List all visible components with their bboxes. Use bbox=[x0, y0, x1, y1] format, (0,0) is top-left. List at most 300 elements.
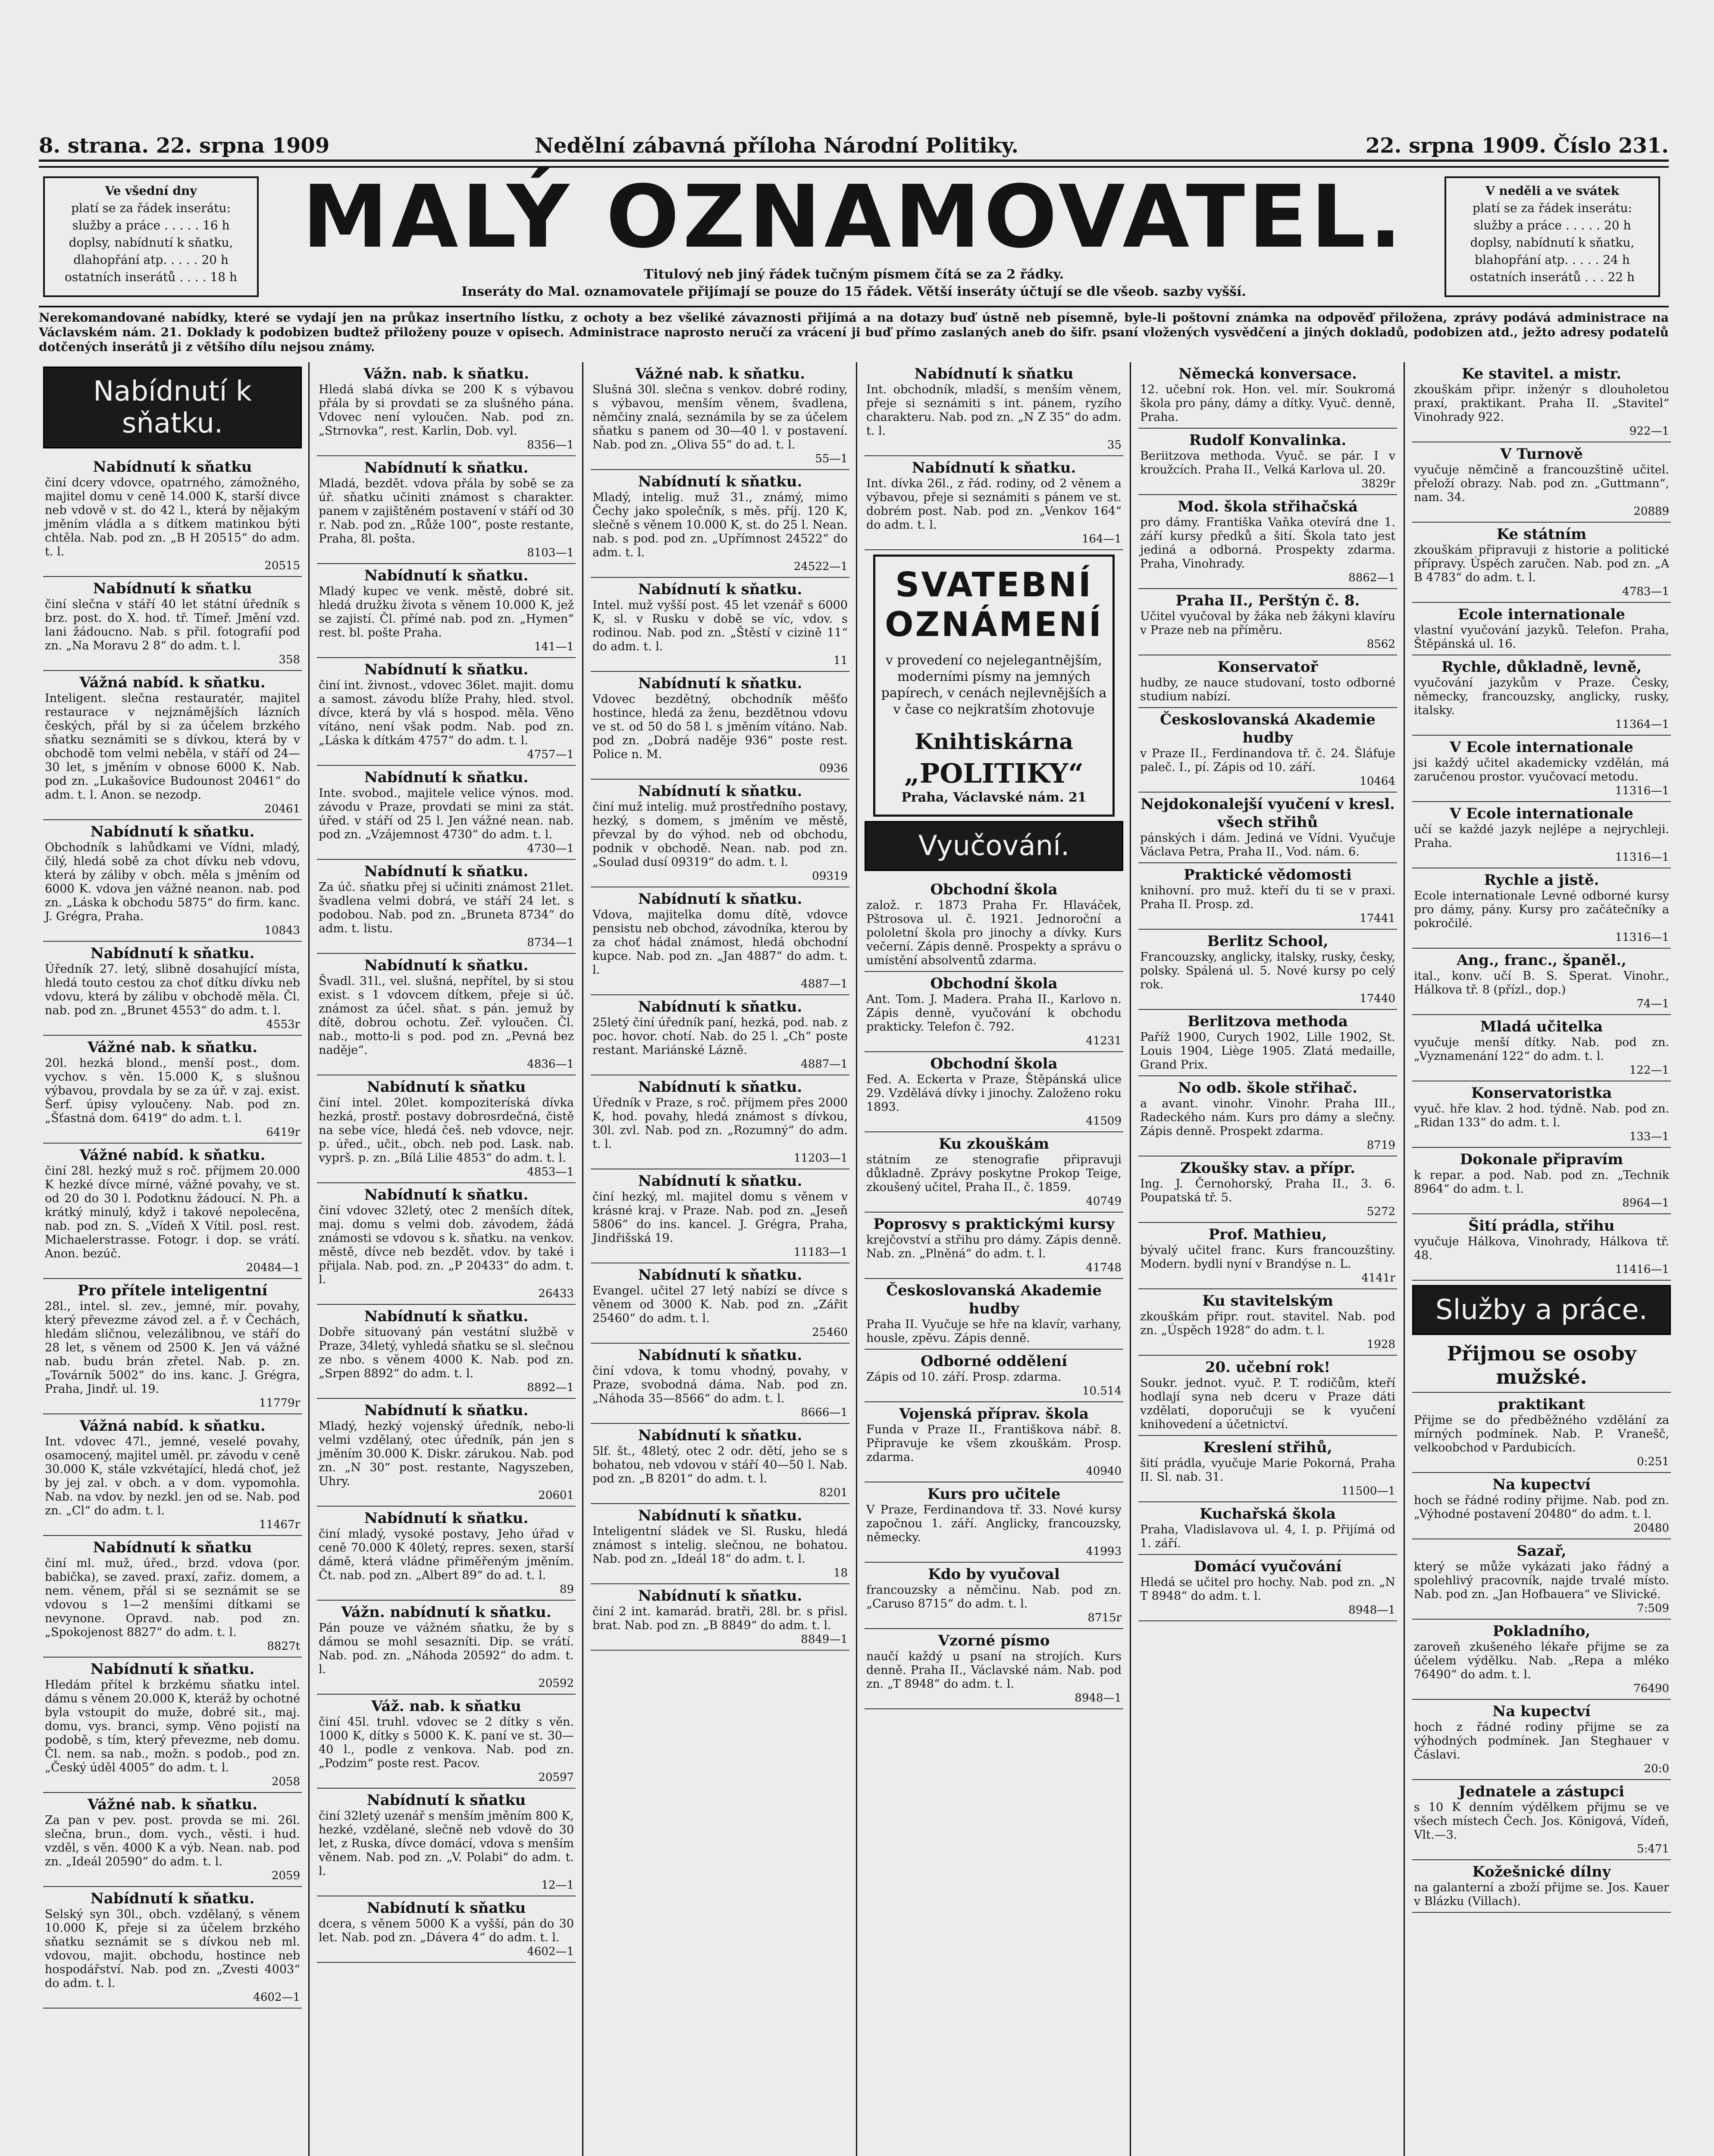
section-banner-marriage: Nabídnutí k sňatku. bbox=[43, 367, 302, 448]
ad-heading: Mladá učitelka bbox=[1480, 1018, 1603, 1035]
ad-heading: Berlitz School, bbox=[1207, 933, 1329, 950]
ad-heading: Ke státním bbox=[1496, 526, 1587, 543]
ad-heading: Obchodní škola bbox=[930, 881, 1058, 898]
ad-heading: Berlitzova methoda bbox=[1188, 1013, 1348, 1030]
classified-ad bbox=[865, 878, 1123, 972]
ad-body: krejčovství a střihu pro dámy. Zápis denně. Nab. zn. „Plněná“ do adm. t. l. bbox=[866, 1233, 1122, 1260]
ad-number: 55—1 bbox=[815, 452, 848, 465]
column-6 bbox=[1412, 362, 1671, 2156]
ad-number: 5:471 bbox=[1637, 1843, 1669, 1855]
ad-body: naučí každý u psaní na strojích. Kurs denně. Praha II., Václavské nám. Nab. pod zn. „T 8948“ do adm. t. l. bbox=[866, 1650, 1122, 1691]
classified-ad bbox=[317, 1507, 576, 1601]
classified-ad bbox=[1412, 362, 1671, 442]
ad-number: 89 bbox=[559, 1583, 574, 1596]
ad-heading: Na kupectví bbox=[1492, 1476, 1591, 1493]
ad-body: Praha II. Vyučuje se hře na klavír, varhany, housle, zpěvu. Zápis denně. bbox=[866, 1318, 1122, 1345]
classified-ad bbox=[43, 1536, 302, 1658]
ad-body: v Praze II., Ferdinandova tř. č. 24. Šláfuje paleč. I., pí. Zápis od 10. září. bbox=[1140, 747, 1395, 774]
ad-heading: Ku stavitelským bbox=[1202, 1292, 1333, 1310]
ad-number: 8948—1 bbox=[1348, 1604, 1395, 1617]
classified-ad bbox=[865, 1350, 1123, 1402]
classified-ad bbox=[43, 455, 302, 577]
ad-body: zaroveň zkušeného lékaře přijme se za účelem výdělku. Nab. „Repa a mléko 76490“ do adm. t. l. bbox=[1414, 1640, 1669, 1681]
classified-ad bbox=[1138, 1555, 1397, 1621]
ad-number: 4887—1 bbox=[801, 1058, 848, 1071]
ad-heading: Odborné oddělení bbox=[921, 1353, 1067, 1370]
ad-number: 24522—1 bbox=[793, 560, 848, 573]
ad-body: Paříž 1900, Curych 1902, Lille 1902, St. Louis 1904, Liège 1905. Zlatá medaille, Grand Prix. bbox=[1140, 1031, 1395, 1072]
ad-number: 8103—1 bbox=[527, 546, 574, 559]
ad-body: činí vdova, k tomu vhodný, povahy, v Praze, svobodná dáma. Nab. pod zn. „Náhoda 35—8566“ do adm. t. l. bbox=[592, 1364, 848, 1405]
ad-number: 11316—1 bbox=[1615, 931, 1669, 944]
ad-number: 7:509 bbox=[1637, 1602, 1669, 1615]
ad-body: činí mladý, vysoké postavy, Jeho úřad v ceně 70.000 K 40letý, repres. sexen, starší dámě, která vládne přiměřeným jměním. Čt. nab. pod zn. „Albert 89“ do ad. t. l. bbox=[319, 1527, 574, 1582]
classified-ad bbox=[317, 1305, 576, 1399]
ad-body: Evangel. učitel 27 letý nabízí se dívce s věnem od 3000 K. Nab. pod zn. „Zářit 25460“ do adm. t. l. bbox=[592, 1284, 848, 1325]
ad-number: 17440 bbox=[1360, 992, 1395, 1005]
ad-number: 8862—1 bbox=[1348, 571, 1395, 584]
ad-body: Přijme se do předběžného vzdělání za mírných podmínek. Nab. P. Vranešč, velkoobchod v Pardubicích. bbox=[1414, 1413, 1669, 1454]
ad-heading: Ke stavitel. a mistr. bbox=[1462, 365, 1621, 382]
section-banner-services: Služby a práce. bbox=[1412, 1285, 1671, 1335]
ad-heading: Prof. Mathieu, bbox=[1208, 1226, 1327, 1243]
ad-heading: Kuchařská škola bbox=[1200, 1505, 1336, 1523]
ad-heading: Nabídnutí k sňatku bbox=[367, 1792, 526, 1809]
ad-number: 74—1 bbox=[1636, 997, 1669, 1010]
ad-heading: Nabídnutí k sňatku. bbox=[364, 661, 529, 678]
ad-heading: Nabídnutí k sňatku bbox=[93, 458, 252, 476]
ad-body: dcera, s věnem 5000 K a vyšší, pán do 30 let. Nab. pod zn. „Dávera 4“ do adm. t. l. bbox=[319, 1917, 574, 1944]
ad-body: zkouškám připravuji z historie a politické přípravy. Úspěch zaručen. Nab. pod zn. „A B 4783“ do adm. t. l. bbox=[1414, 543, 1669, 584]
ad-heading: Konservatoristka bbox=[1471, 1084, 1612, 1102]
ad-body: Inteligent. slečna restauratér, majitel restaurace v nejznámějších lázních českých, přál by si za účelem brzkého sňatku seznámiti se s dívkou, která by v obchodě tom velmi neběla, v stáří od 24—30 let, s jměním v obnose 6000 K. Nab. pod zn. „Lukašovice Budounost 20461“ do adm. t. l. Anon. se nezodp. bbox=[45, 692, 300, 802]
classified-ad bbox=[865, 362, 1123, 456]
header-center: Nedělní zábavná příloha Národní Politiky. bbox=[535, 134, 1018, 158]
ad-heading: Nabídnutí k sňatku. bbox=[638, 1078, 802, 1096]
classified-ad bbox=[43, 1279, 302, 1414]
ad-heading: Vážn. nabídnutí k sňatku. bbox=[341, 1604, 551, 1621]
ad-body: Dobře situovaný pán vestátní službě v Praze, 34letý, vyhledá sňatku se sl. slečnou ze nbo. s věnem 4000 K. Nab. pod zn. „Srpen 8892“ do adm. t. l. bbox=[319, 1326, 574, 1380]
ad-heading: Vážn. nab. k sňatku. bbox=[363, 365, 530, 382]
ad-heading: Nabídnutí k sňatku. bbox=[364, 1402, 529, 1419]
ad-heading: Praha II., Perštýn č. 8. bbox=[1175, 592, 1360, 609]
ad-heading: Na kupectví bbox=[1492, 1703, 1591, 1720]
classified-ad bbox=[591, 1263, 849, 1344]
classified-ad bbox=[317, 1183, 576, 1305]
classified-ad bbox=[1138, 1436, 1397, 1502]
ad-body: Int. vdovec 47l., jemné, veselé povahy, osamocený, majitel uměl. pr. závodu v ceně 30.000 K, stále vzkvétající, hledá choť, jež by jej zal. v obch. a v dom. vypomohla. Nab. na vdov. by nezkl. jen od se. Nab. pod zn. „Cl“ do adm. t. l. bbox=[45, 1435, 300, 1517]
ad-number: 133—1 bbox=[1629, 1130, 1669, 1143]
classified-ad bbox=[865, 1279, 1123, 1350]
classified-ad bbox=[591, 780, 849, 887]
classified-ad bbox=[43, 942, 302, 1036]
ad-heading: Nabídnutí k sňatku bbox=[367, 1899, 526, 1917]
ad-heading: Nabídnutí k sňatku. bbox=[364, 1186, 529, 1203]
ad-heading: Vážná nabíd. k sňatku. bbox=[79, 674, 266, 691]
ad-body: bývalý učitel franc. Kurs francouzštiny. Modern. bydli nyní v Brandýse n. L. bbox=[1140, 1244, 1395, 1271]
ad-number: 41509 bbox=[1086, 1115, 1122, 1128]
ad-body: činí 28l. hezký muž s roč. příjmem 20.000 K hezké dívce mírné, vážné povahy, ve st. od 20 do 30 l. Podotknu žádoucí. N. Ph. a krátký minulý, když i takové nepolecěna, nab. pod zn. S. „Vídeň X Vítil. posl. rest. Michaelerstrasse. Fotogr. i dop. se vrátí. Anon. bezúč. bbox=[45, 1164, 300, 1260]
ad-number: 35 bbox=[1107, 439, 1122, 451]
ad-body: hoch se řádné rodiny přijme. Nab. pod zn. „Výhodné postavení 20480“ do adm. t. l. bbox=[1414, 1494, 1669, 1521]
ad-heading: Nabídnutí k sňatku. bbox=[364, 863, 529, 880]
ad-body: Vdova, majitelka domu dítě, vdovce pensistu neb obchod, závodníka, kterou by za choť hádal známost, hledá obchodní kupce. Nab. pod zn. „Jan 4887“ do adm. t. l. bbox=[592, 908, 848, 977]
header-left: 8. strana. 22. srpna 1909 bbox=[39, 134, 330, 158]
weekday-rates: Ve všední dny platí se za řádek inserátu: služby a práce . . . . . 16 h doplsy, nabídnutí k sňatku, dlahopřání atp. . . . . 20 h ostatních inserátů . . . . 18 h bbox=[43, 176, 259, 297]
ad-heading: Kreslení střihů, bbox=[1203, 1439, 1332, 1456]
ad-number: 4730—1 bbox=[527, 842, 574, 855]
classified-ad bbox=[43, 1144, 302, 1279]
ad-number: 26433 bbox=[538, 1287, 574, 1300]
ad-heading: Vážné nab. k sňatku. bbox=[87, 1796, 258, 1813]
ad-body: na galanterní a zboží přijme se. Jos. Kauer v Blázku (Villach). bbox=[1414, 1881, 1669, 1908]
ad-heading: praktikant bbox=[1498, 1396, 1585, 1413]
ad-heading: Nabídnutí k sňatku. bbox=[364, 1510, 529, 1527]
ad-heading: Kdo by vyučoval bbox=[928, 1566, 1060, 1583]
classified-ad bbox=[865, 1629, 1123, 1709]
column-1 bbox=[43, 362, 302, 2156]
wedding-announcement-box bbox=[873, 555, 1115, 817]
ad-heading: Jednatele a zástupci bbox=[1458, 1783, 1625, 1800]
ad-heading: Nabídnutí k sňatku. bbox=[638, 473, 802, 490]
ad-number: 10464 bbox=[1360, 775, 1395, 788]
ad-body: činí ml. muž, úřed., brzd. vdova (por. babička), se zaved. praxí, zařiz. domem, a nem. věnem, přál si se seznámit se se vdovou s 1—2 menšími dítkami se nevynone. Opravd. nab. pod zn. „Spokojenost 8827“ do adm. t. l. bbox=[45, 1557, 300, 1639]
masthead-sub1: Titulový neb jiný řádek tučným písmem čítá se za 2 řádky. bbox=[643, 267, 1064, 282]
column-2 bbox=[317, 362, 576, 2156]
classified-ad bbox=[317, 766, 576, 860]
ad-heading: Vojenská příprav. škola bbox=[899, 1405, 1089, 1423]
ad-number: 4141r bbox=[1361, 1272, 1395, 1285]
ad-body: s 10 K denním výdělkem přijmu se ve všech místech Čech. Jos. Königová, Vídeň, Vlt.—3. bbox=[1414, 1801, 1669, 1842]
ad-body: Mladá, bezdět. vdova přála by sobě se za úř. sňatku učiniti známost s charakter. panem v zajištěném postavení v stáří od 30 r. Nab. pod zn. „Růže 100“, poste restante, Praha, 8l. pošta. bbox=[319, 477, 574, 545]
ad-number: 8562 bbox=[1366, 638, 1395, 651]
ad-number: 8892—1 bbox=[527, 1381, 574, 1394]
wedding-box-printer: Knihtiskárna bbox=[915, 729, 1073, 754]
ad-body: činí intel. 20let. kompoziteríská dívka hezká, prostř. postavy dobrosrdečná, čistě na sebe více, hledá češ. neb vdovce, nejr. p. úřed., učit., obch. neb pod. Lask. nab. vyprš. p. zn. „Bílá Lilie 4853“ do adm. t. l. bbox=[319, 1096, 574, 1165]
column-rule bbox=[308, 362, 310, 2156]
ad-heading: Nabídnutí k sňatku. bbox=[638, 675, 802, 692]
classified-ad bbox=[317, 1695, 576, 1789]
ad-body: Fed. A. Eckerta v Praze, Štěpánská ulice 29. Vzdělává dívky i jinochy. Založeno roku 1893. bbox=[866, 1073, 1122, 1114]
ad-heading: Nabídnutí k sňatku. bbox=[90, 1661, 255, 1678]
ad-number: 41993 bbox=[1086, 1545, 1122, 1558]
ad-number: 11316—1 bbox=[1615, 851, 1669, 864]
ad-heading: Váž. nab. k sňatku bbox=[371, 1698, 521, 1715]
ad-body: Hledám přítel k brzkému sňatku intel. dámu s věnem 20.000 K, kteráž by ochotné byla vstoupit do muže, dobré sit., maj. domu, vys. branci, symp. Věno pojistí na podobě, s tím, který převezme, neb domu. Čl. nem. sa nab., možn. s podob., pod zn. „Český úděl 4005“ do adm. t. l. bbox=[45, 1678, 300, 1774]
ad-body: Selský syn 30l., obch. vzdělaný, s věnem 10.000 K, přeje si za účelem brzkého sňatku seznámit se s dívkou neb ml. vdovou, majit. obchodu, hostince neb hospodářství. Nab. pod zn. „Zvesti 4003“ do adm. t. l. bbox=[45, 1908, 300, 1990]
classified-ad bbox=[1138, 1289, 1397, 1356]
ad-number: 09319 bbox=[812, 870, 848, 883]
classified-ad bbox=[1138, 863, 1397, 930]
ad-heading: Sazař, bbox=[1517, 1542, 1567, 1560]
ad-heading: Českoslovanská Akademie hudby bbox=[1160, 711, 1376, 746]
ad-body: Funda v Praze II., Františkova nábř. 8. Připravuje ke všem zkouškám. Prosp. zdarma. bbox=[866, 1423, 1122, 1464]
ad-heading: Ku zkouškám bbox=[938, 1135, 1050, 1153]
classified-ad bbox=[1138, 655, 1397, 708]
classified-ad bbox=[1138, 793, 1397, 863]
ad-number: 17441 bbox=[1360, 912, 1395, 925]
classified-ad bbox=[591, 1344, 849, 1424]
classified-ad bbox=[1138, 1010, 1397, 1076]
ad-body: vyučuje němčině a francouzštině učitel. přeloží obrazy. Nab. pod zn. „Guttmann“, nam. 34. bbox=[1414, 463, 1669, 504]
ad-number: 76490 bbox=[1633, 1682, 1669, 1695]
ad-number: 20601 bbox=[538, 1489, 574, 1502]
ad-number: 11183—1 bbox=[793, 1246, 848, 1259]
classified-ad bbox=[43, 1414, 302, 1536]
ad-heading: Praktické vědomosti bbox=[1184, 866, 1352, 884]
ad-number: 2058 bbox=[271, 1775, 300, 1788]
ad-heading: Zkoušky stav. a přípr. bbox=[1180, 1159, 1355, 1177]
ad-number: 20461 bbox=[264, 802, 300, 815]
ad-number: 41748 bbox=[1086, 1261, 1122, 1274]
classified-ad bbox=[1412, 1214, 1671, 1281]
ad-number: 20484—1 bbox=[246, 1261, 300, 1274]
ad-heading: Nabídnutí k sňatku. bbox=[364, 769, 529, 786]
ad-body: vyuč. hře klav. 2 hod. týdně. Nab. pod zn. „Ridan 133“ do adm. t. l. bbox=[1414, 1102, 1669, 1129]
classified-ad bbox=[1412, 868, 1671, 949]
classified-ad bbox=[865, 1402, 1123, 1482]
sunday-rates: V neděli a ve svátek platí se za řádek inserátu: služby a práce . . . . . 20 h doplsy, nabídnutí k sňatku, blahopřání atp. . . . . 24 h ostatních inserátů . . . 22 h bbox=[1445, 176, 1660, 297]
ad-body: hudby, ze nauce studovaní, tosto odborné studium nabízí. bbox=[1140, 676, 1395, 703]
ad-number: 141—1 bbox=[534, 640, 574, 653]
ad-heading: Nabídnutí k sňatku. bbox=[90, 1890, 255, 1907]
classified-ad bbox=[43, 671, 302, 820]
classified-ad bbox=[317, 564, 576, 658]
column-rule bbox=[856, 362, 857, 2156]
ad-heading: Šití prádla, střihu bbox=[1468, 1217, 1615, 1235]
classified-ad bbox=[591, 887, 849, 995]
classified-ad bbox=[1138, 1502, 1397, 1555]
ad-heading: Nabídnutí k sňatku bbox=[914, 365, 1074, 382]
ad-number: 4783—1 bbox=[1622, 585, 1669, 598]
classified-ad bbox=[1412, 736, 1671, 802]
ad-body: Úředník v Praze, s roč. příjmem přes 2000 K, hod. povahy, hledá známost s dívkou, 30l. zvl. Nab. pod zn. „Rozumný“ do adm. t. l. bbox=[592, 1096, 848, 1151]
ad-number: 8201 bbox=[819, 1486, 848, 1499]
ad-body: Ing. J. Černohorský, Praha II., 3. 6. Poupatská tř. 5. bbox=[1140, 1177, 1395, 1204]
ad-heading: Nabídnutí k sňatku. bbox=[90, 945, 255, 962]
ad-body: zkouškám připr. rout. stavitel. Nab. pod zn. „Úspěch 1928“ do adm. t. l. bbox=[1140, 1310, 1395, 1337]
classified-ad bbox=[865, 1482, 1123, 1563]
header-right: 22. srpna 1909. Číslo 231. bbox=[1365, 134, 1669, 158]
column-3 bbox=[591, 362, 849, 2156]
classified-ad bbox=[1412, 655, 1671, 736]
masthead-title-area bbox=[280, 167, 1427, 304]
ad-body: Za úč. sňatku přej si učiniti známost 21let. švadlena velmi dobrá, ve stáří 24 let. s podobou. Nab. pod zn. „Bruneta 8734“ do adm. t. listu. bbox=[319, 881, 574, 935]
ad-number: 18 bbox=[833, 1567, 848, 1579]
ad-number: 0936 bbox=[819, 762, 848, 775]
ad-heading: Nabídnutí k sňatku. bbox=[364, 1308, 529, 1325]
classified-ad bbox=[1412, 1539, 1671, 1620]
ad-heading: Poprosvy s praktickými kursy bbox=[873, 1216, 1115, 1233]
ad-body: který se může vykázati jako řádný a spolehlivý pracovník, najde trvalé místo. Nab. pod zn. „Jan Hofbauera“ ve Slivické. bbox=[1414, 1560, 1669, 1601]
ad-heading: Nabídnutí k sňatku. bbox=[364, 567, 529, 584]
admin-notice: Nerekomandované nabídky, které se vydají jen na průkaz insertního lístku, z ochoty a bez všeliké závaznosti přijímá a na dotazy buď ústně neb písemně, byle-li poštovní známka na odpověď přiložena, zprávy podává administrace na Václavském nám. 21. Doklady k podobizen budtež přiloženy pouze v opisech. Administrace naprosto neručí za vrácení ji buď přímo zaslaných aneb do šifr. psaní vložených vysvědčení a jiných dokladů, podobizen atd., ježto adresy podatelů dotčených inserátů ji z většího dílu nejsou známy. bbox=[39, 310, 1669, 354]
section-banner-education: Vyučování. bbox=[865, 821, 1123, 871]
ad-body: knihovní. pro muž. kteří du ti se v praxi. Praha II. Prosp. zd. bbox=[1140, 884, 1395, 911]
column-rule bbox=[1404, 362, 1405, 2156]
column-rule bbox=[1130, 362, 1131, 2156]
ad-heading: Nabídnutí k sňatku. bbox=[638, 1347, 802, 1364]
ad-heading: Pro přítele inteligentní bbox=[77, 1282, 268, 1299]
ad-body: Inte. svobod., majitele velice výnos. mod. závodu v Praze, provdati se mini za stát. úřed. v stáří od 25 l. Jen vážné nean. nab. pod zn. „Vzájemnost 4730“ do adm. t. l. bbox=[319, 787, 574, 841]
classified-ad bbox=[591, 1075, 849, 1169]
ad-body: 5lf. št., 48letý, otec 2 odr. dětí, jeho se s bohatou, neb vdovou v stáří 40—50 l. Nab. pod zn. „B 8201“ do adm. t. l. bbox=[592, 1445, 848, 1485]
ad-body: Int. obchodník, mladší, s menším věnem, přeje si seznámiti s int. pánem, ryzího charakteru. Nab. pod zn. „N Z 35“ do adm. t. l. bbox=[866, 383, 1122, 438]
classified-ad bbox=[865, 1213, 1123, 1279]
ad-body: Obchodník s lahůdkami ve Vídni, mladý, čilý, hledá sobě za chot dívku neb vdovu, která by záliby v obch. měla s jměním od 6000 K. vdova jen vážné neanon. nab. pod zn. „Láska k obchodu 5875“ do firm. kanc. J. Grégra, Praha. bbox=[45, 841, 300, 923]
ad-number: 20480 bbox=[1633, 1522, 1669, 1535]
ad-number: 11500—1 bbox=[1341, 1485, 1395, 1498]
ad-number: 8666—1 bbox=[801, 1406, 848, 1419]
ad-number: 5272 bbox=[1366, 1205, 1395, 1218]
classified-ad bbox=[1138, 1076, 1397, 1156]
ad-body: vlastní vyučování jazyků. Telefon. Praha, Štěpánská ul. 16. bbox=[1414, 624, 1669, 651]
classified-ad bbox=[865, 972, 1123, 1052]
ad-body: 12. učební rok. Hon. vel. mír. Soukromá škola pro pány, dámy a dítky. Vyuč. denně, Praha. bbox=[1140, 383, 1395, 424]
ad-number: 25460 bbox=[812, 1326, 848, 1339]
ad-number: 122—1 bbox=[1629, 1064, 1669, 1077]
ad-heading: V Turnově bbox=[1500, 445, 1583, 463]
classified-ad bbox=[865, 1052, 1123, 1132]
classified-ad bbox=[591, 1584, 849, 1651]
ad-number: 20592 bbox=[538, 1677, 574, 1690]
classified-ad bbox=[1412, 949, 1671, 1015]
ad-heading: Domácí vyučování bbox=[1194, 1558, 1342, 1575]
ad-heading: Nabídnutí k sňatku bbox=[367, 1078, 526, 1096]
classified-ad bbox=[43, 577, 302, 671]
ad-body: V Praze, Ferdinandova tř. 33. Nové kursy započnou 1. září. Anglicky, francouzsky, německy. bbox=[866, 1503, 1122, 1544]
ad-body: Soukr. jednot. vyuč. P. T. rodičům, kteří hodlají syna neb dceru v Praze dáti vzdělati, doporučuji se k vyučení knihovedení a účetnictví. bbox=[1140, 1376, 1395, 1431]
ad-heading: Nabídnutí k sňatku. bbox=[638, 581, 802, 598]
classified-ad bbox=[1138, 1156, 1397, 1223]
ad-heading: Rudolf Konvalinka. bbox=[1189, 432, 1347, 449]
classified-ad bbox=[1412, 603, 1671, 655]
ad-heading: Nabídnutí k sňatku. bbox=[638, 890, 802, 908]
ad-heading: Vážná nabíd. k sňatku. bbox=[79, 1417, 266, 1435]
ad-body: zkouškám připr. inženýr s dlouholetou praxí, praktikant. Praha II. „Stavitel“ Vinohrady 922. bbox=[1414, 383, 1669, 424]
ad-number: 8827t bbox=[267, 1640, 300, 1653]
classified-ad bbox=[1412, 523, 1671, 603]
ad-body: činí dcery vdovce, opatrného, zámožného, majitel domu v ceně 14.000 K, starší divce neb vdově v st. do 42 l., která by nějakým jměním vládla a s dítkem matinkou býti chtěla. Nab. pod zn. „B H 20515“ do adm. t. l. bbox=[45, 476, 300, 558]
classified-ad bbox=[317, 658, 576, 766]
ad-number: 20515 bbox=[264, 559, 300, 572]
ad-heading: Nabídnutí k sňatku bbox=[93, 580, 252, 597]
ad-body: činí int. živnost., vdovec 36let. majit. domu a samost. závodu blíže Prahy, hled. stvol. dívce, která by vlá s hospod. měla. Věno vítáno, není však podm. Nab. pod zn. „Láska k dítkám 4757“ do adm. t. l. bbox=[319, 679, 574, 747]
ad-heading: No odb. škole střihač. bbox=[1178, 1079, 1358, 1097]
ad-body: Za pan v pev. post. provda se mi. 26l. slečna, brun., dom. vych., věsti. i hud. vzděl, s věn. 4000 K a výb. Nean. nab. pod zn. „Ideál 20590“ do adm. t. l. bbox=[45, 1814, 300, 1868]
ad-body: Inteligentní sládek ve Sl. Rusku, hledá známost s intelig. slečnou, ne bohatou. Nab. pod zn. „Ideál 18“ do adm. t. l. bbox=[592, 1525, 848, 1566]
classified-ad bbox=[591, 1424, 849, 1504]
ad-body: Mladý kupec ve venk. městě, dobré sit. hledá družku života s věnem 10.000 K, jež se zajistí. Čl. přímé nab. pod zn. „Hymen“ rest. bl. pošte Praha. bbox=[319, 585, 574, 639]
classified-ad bbox=[1138, 1356, 1397, 1436]
ad-body: k repar. a pod. Nab. pod zn. „Technik 8964“ do adm. t. l. bbox=[1414, 1169, 1669, 1196]
classified-ad bbox=[1138, 429, 1397, 495]
ad-number: 10.514 bbox=[1082, 1385, 1122, 1398]
ad-heading: Vážné nab. k sňatku. bbox=[87, 1039, 258, 1056]
ad-body: vyučuje menší dítky. Nab. pod zn. „Vyznamenání 122“ do adm. t. l. bbox=[1414, 1036, 1669, 1063]
classified-ad bbox=[865, 1563, 1123, 1629]
ad-body: činí slečna v stáří 40 let státní úředník s brz. post. do X. hod. tř. Tímeř. Jmění vzd. lani žádoucno. Nab. s přil. fotografií pod zn. „Na Moravu 2 8“ do adm. t. l. bbox=[45, 598, 300, 652]
classified-ad bbox=[1412, 442, 1671, 523]
ad-number: 4887—1 bbox=[801, 978, 848, 990]
ad-body: šití prádla, vyučuje Marie Pokorná, Praha II. Sl. nab. 31. bbox=[1140, 1457, 1395, 1484]
ad-body: Mladý, intelig. muž 31., známý, mimo Čechy jako společník, s měs. příj. 120 K, slečně s věnem 10.000 K, st. do 25 l. Nean. nab. s pod. pod zn. „Upřímnost 24522“ do adm. t. l. bbox=[592, 491, 848, 559]
classified-ad bbox=[317, 456, 576, 564]
ad-number: 8356—1 bbox=[527, 439, 574, 451]
ad-body: Mladý, hezký vojenský úředník, nebo-li velmi vzdělaný, otec úředník, pán jen s jměním 30.000 K. Diskr. zárukou. Nab. pod zn. „N 30“ post. restante, Nagyszeben, Uhry. bbox=[319, 1420, 574, 1488]
ad-number: 8948—1 bbox=[1075, 1692, 1122, 1705]
ad-number: 4553r bbox=[266, 1018, 300, 1031]
ad-number: 8719 bbox=[1366, 1139, 1395, 1152]
ad-heading: V Ecole internationale bbox=[1449, 805, 1634, 822]
column-4 bbox=[865, 362, 1123, 2156]
ad-body: 20l. hezká blond., menší post., dom. vychov. s věn. 15.000 K, s slušnou výbavou, provdala by se za úř. v zaj. exist. Šerf. úpisy vyloučeny. Nab. pod zn. „Šťastná dom. 6419“ do adm. t. l. bbox=[45, 1056, 300, 1125]
ad-heading: 20. učební rok! bbox=[1205, 1359, 1331, 1376]
ad-body: pánských i dám. Jediná ve Vídni. Vyučuje Václava Petra, Praha II., Vod. nám. 6. bbox=[1140, 831, 1395, 859]
ad-body: Slušná 30l. slečna s venkov. dobré rodiny, s výbavou, menším věnem, švadlena, němčiny znalá, seznámila by se za účelem sňatku s panem od 30—40 l. v postavení. Nab. pod zn. „Oliva 55“ do ad. t. l. bbox=[592, 383, 848, 451]
ad-body: 28l., intel. sl. zev., jemné, mír. povahy, který převezme závod zel. a ř. v Čechách, hledám sličnou, velezálibnou, ve stáří do 28 let, s věnem od 2500 K. Jen vá vážné nab. budu brán zřetel. Nab. p. zn. „Továrník 5002“ do ins. kanc. J. Grégra, Praha, Jindř. ul. 19. bbox=[45, 1300, 300, 1396]
classified-ad bbox=[317, 1399, 576, 1507]
ad-heading: Českoslovanská Akademie hudby bbox=[886, 1282, 1102, 1317]
classified-ad bbox=[865, 1132, 1123, 1213]
ad-body: hoch z řádné rodiny přijme se za výhodných podmínek. Jan Steghauer v Čáslavi. bbox=[1414, 1720, 1669, 1761]
ad-body: činí 45l. truhl. vdovec se 2 dítky s věn. 1000 K, dítky s 5000 K. K. paní ve st. 30—40 l., podle z venkova. Nab. pod zn. „Podzim“ poste rest. Pacov. bbox=[319, 1715, 574, 1770]
ad-number: 0:251 bbox=[1637, 1455, 1669, 1468]
classified-ad bbox=[1412, 1148, 1671, 1214]
ad-number: 6419r bbox=[266, 1126, 300, 1139]
ad-heading: Nabídnutí k sňatku. bbox=[638, 1427, 802, 1444]
ad-number: 2059 bbox=[271, 1869, 300, 1882]
classified-ad bbox=[591, 995, 849, 1075]
classified-ad bbox=[317, 1075, 576, 1183]
ad-body: vyučuje Hálkova, Vinohrady, Hálkova tř. 48. bbox=[1414, 1235, 1669, 1262]
ad-body: vyučování jazykům v Praze. Česky, německy, francouzsky, anglicky, rusky, italsky. bbox=[1414, 676, 1669, 717]
ad-body: státním ze stenografie připravuji důkladně. Zprávy poskytne Prokop Teige, zkoušený učitel, Praha II., č. 1859. bbox=[866, 1153, 1122, 1194]
classified-ad bbox=[1412, 1620, 1671, 1700]
ad-number: 20:0 bbox=[1644, 1762, 1669, 1775]
column-rule bbox=[582, 362, 583, 2156]
ad-number: 8715r bbox=[1087, 1611, 1122, 1624]
ad-body: Francouzsky, anglicky, italsky, rusky, česky, polsky. Spálená ul. 5. Nové kursy po celý rok. bbox=[1140, 950, 1395, 991]
ad-heading: Ecole internationale bbox=[1458, 606, 1625, 623]
ad-heading: Nabídnutí k sňatku. bbox=[638, 1266, 802, 1284]
newspaper-page bbox=[26, 17, 1690, 2156]
ad-body: činí muž intelig. muž prostředního postavy, hezký, s domem, s jměním ve městě, převzal by do výhod. neb od obchodu, podnik v obchodě. Nean. nab. pod zn. „Soulad dusí 09319“ do adm. t. l. bbox=[592, 800, 848, 869]
ad-number: 4602—1 bbox=[527, 1945, 574, 1958]
classified-ad bbox=[43, 1658, 302, 1793]
wedding-box-title: SVATEBNÍ OZNÁMENÍ bbox=[885, 566, 1103, 644]
ad-heading: Německá konversace. bbox=[1178, 365, 1357, 382]
ad-number: 11416—1 bbox=[1615, 1263, 1669, 1276]
classified-ad bbox=[43, 1793, 302, 1887]
ad-body: Beriitzova methoda. Vyuč. se pár. I v kroužcích. Praha II., Velká Karlova ul. 20. bbox=[1140, 449, 1395, 476]
ad-number: 4836—1 bbox=[527, 1058, 574, 1071]
ad-body: Učitel vyučoval by žáka neb žákyni klavíru v Praze neb na příměru. bbox=[1140, 610, 1395, 637]
ad-number: 11316—1 bbox=[1615, 784, 1669, 797]
classified-ad bbox=[1138, 930, 1397, 1010]
ad-number: 4853—1 bbox=[527, 1166, 574, 1178]
column-5 bbox=[1138, 362, 1397, 2156]
wedding-box-address: Praha, Václavské nám. 21 bbox=[901, 790, 1087, 805]
ad-number: 164—1 bbox=[1081, 533, 1122, 545]
classified-ad bbox=[1138, 362, 1397, 429]
classified-ad bbox=[1138, 708, 1397, 793]
ad-number: 358 bbox=[279, 653, 300, 666]
ad-body: Ecole internationale Levné odborné kursy pro dámy, pány. Kursy pro začátečníky a pokročilé. bbox=[1414, 889, 1669, 930]
wedding-box-text: v provedení co nejelegantnějším, moderními písmy na jemných papírech, v cenách nejlevnějších a v čase co nejkratším zhotovuje bbox=[881, 653, 1107, 717]
classified-ad bbox=[43, 1036, 302, 1144]
classified-ad bbox=[1412, 1700, 1671, 1780]
